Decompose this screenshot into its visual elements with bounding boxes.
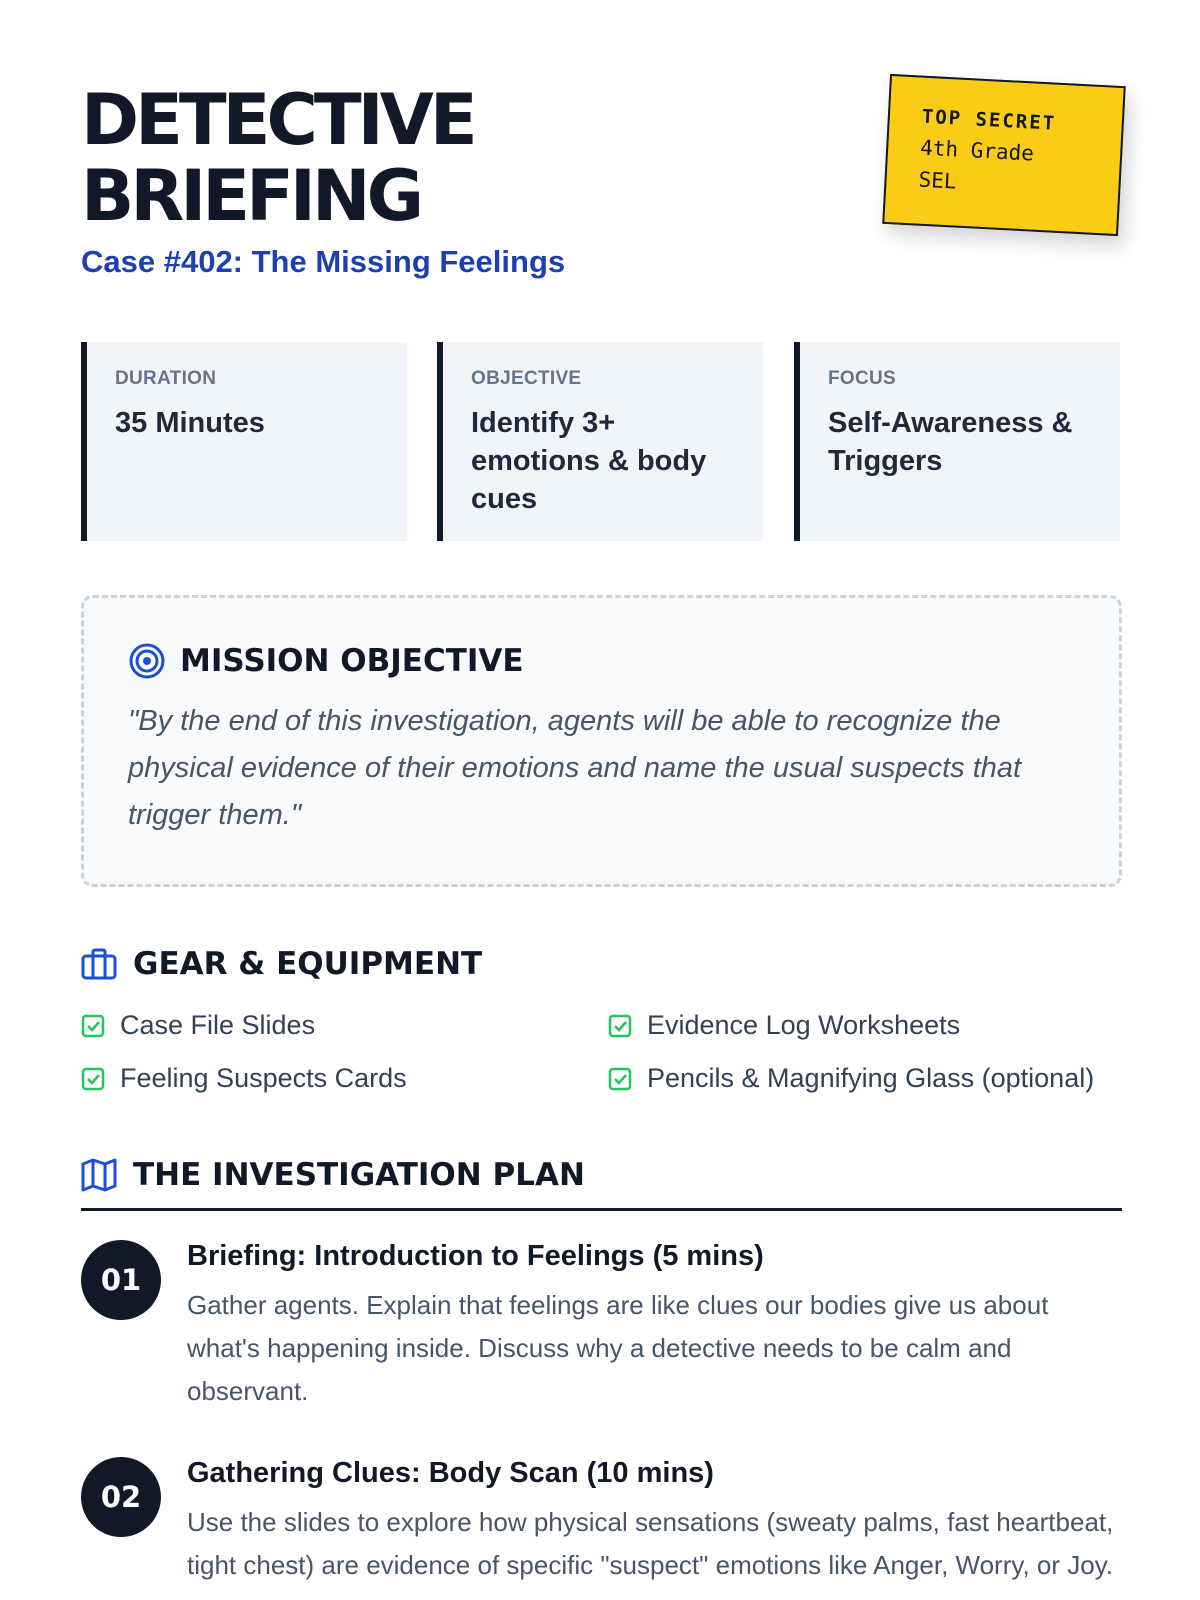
- card-value: 35 Minutes: [115, 407, 265, 439]
- step-title: Briefing: Introduction to Feelings (5 mins): [187, 1240, 764, 1272]
- mission-statement: "By the end of this investigation, agents will be able to recognize the physical evidence of their emotions and name the usual suspects that trigger them.": [128, 705, 1022, 831]
- equipment-item: [608, 1010, 960, 1041]
- mission-objective-box: [81, 595, 1122, 887]
- card-value: Identify 3+ emotions & body cues: [471, 407, 707, 515]
- stamp-line-3: SEL: [917, 167, 958, 194]
- title-line-2: BRIEFING: [81, 155, 421, 237]
- map-icon: [81, 1158, 117, 1192]
- page-title: [81, 79, 474, 237]
- step-number-badge: 02: [81, 1457, 161, 1537]
- briefcase-icon: [81, 948, 117, 980]
- equipment-heading-row: [81, 946, 482, 982]
- checkbox-checked-icon: [608, 1067, 632, 1091]
- mission-heading: MISSION OBJECTIVE: [180, 643, 524, 679]
- top-secret-stamp: [882, 74, 1126, 236]
- objective-card: [437, 342, 763, 541]
- stamp-line-2: 4th Grade: [919, 135, 1035, 166]
- equipment-item-label: Feeling Suspects Cards: [120, 1063, 407, 1093]
- plan-heading: THE INVESTIGATION PLAN: [133, 1157, 585, 1193]
- checkbox-checked-icon: [81, 1014, 105, 1038]
- target-icon: [128, 642, 166, 680]
- plan-heading-row: [81, 1157, 585, 1193]
- step-number-badge: 01: [81, 1240, 161, 1320]
- duration-card: [81, 342, 407, 541]
- checkbox-checked-icon: [608, 1014, 632, 1038]
- case-subtitle: Case #402: The Missing Feelings: [81, 244, 566, 279]
- step-description: Use the slides to explore how physical sensations (sweaty palms, fast heartbeat, tight chest) are evidence of specific "suspect" emotions like Anger, Worry, or Joy.: [187, 1507, 1114, 1580]
- stat-cards: [81, 342, 1121, 541]
- equipment-item-label: Pencils & Magnifying Glass (optional): [647, 1063, 1095, 1093]
- focus-card: [794, 342, 1120, 541]
- card-value: Self-Awareness & Triggers: [828, 407, 1073, 477]
- stamp-line-1: TOP SECRET: [921, 105, 1057, 135]
- step-description: Gather agents. Explain that feelings are like clues our bodies give us about what's happening inside. Discuss why a detective needs to be calm and observant.: [187, 1290, 1049, 1406]
- plan-divider: [81, 1208, 1122, 1211]
- equipment-item-label: Case File Slides: [120, 1010, 316, 1040]
- equipment-item: [81, 1063, 407, 1094]
- mission-heading-row: [128, 642, 1119, 680]
- equipment-item: [608, 1063, 1094, 1094]
- equipment-item: [81, 1010, 315, 1041]
- card-label: FOCUS: [828, 368, 896, 389]
- card-label: OBJECTIVE: [471, 368, 582, 389]
- equipment-heading: GEAR & EQUIPMENT: [133, 946, 483, 982]
- equipment-item-label: Evidence Log Worksheets: [647, 1010, 961, 1040]
- checkbox-checked-icon: [81, 1067, 105, 1091]
- title-line-1: DETECTIVE: [81, 79, 474, 161]
- card-label: DURATION: [115, 368, 217, 389]
- step-title: Gathering Clues: Body Scan (10 mins): [187, 1457, 714, 1489]
